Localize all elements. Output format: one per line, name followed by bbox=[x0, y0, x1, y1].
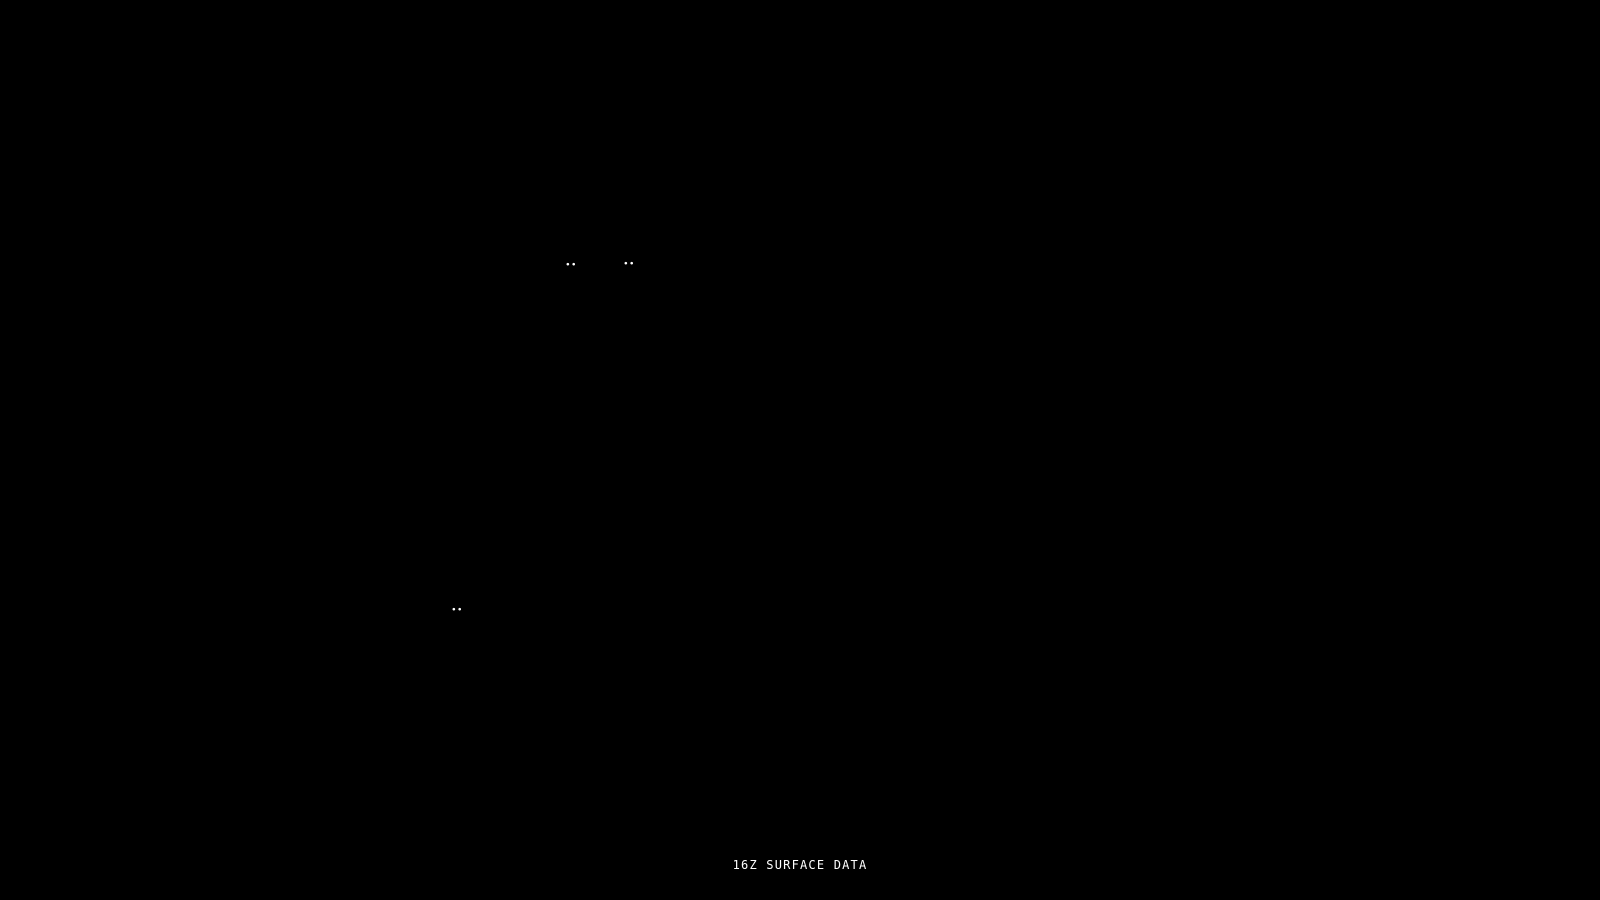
station-plot-1: •• bbox=[565, 260, 577, 271]
map-title-label: 16Z SURFACE DATA bbox=[732, 858, 868, 872]
station-plot-3: •• bbox=[451, 605, 463, 616]
station-plot-2: •• bbox=[623, 259, 635, 270]
